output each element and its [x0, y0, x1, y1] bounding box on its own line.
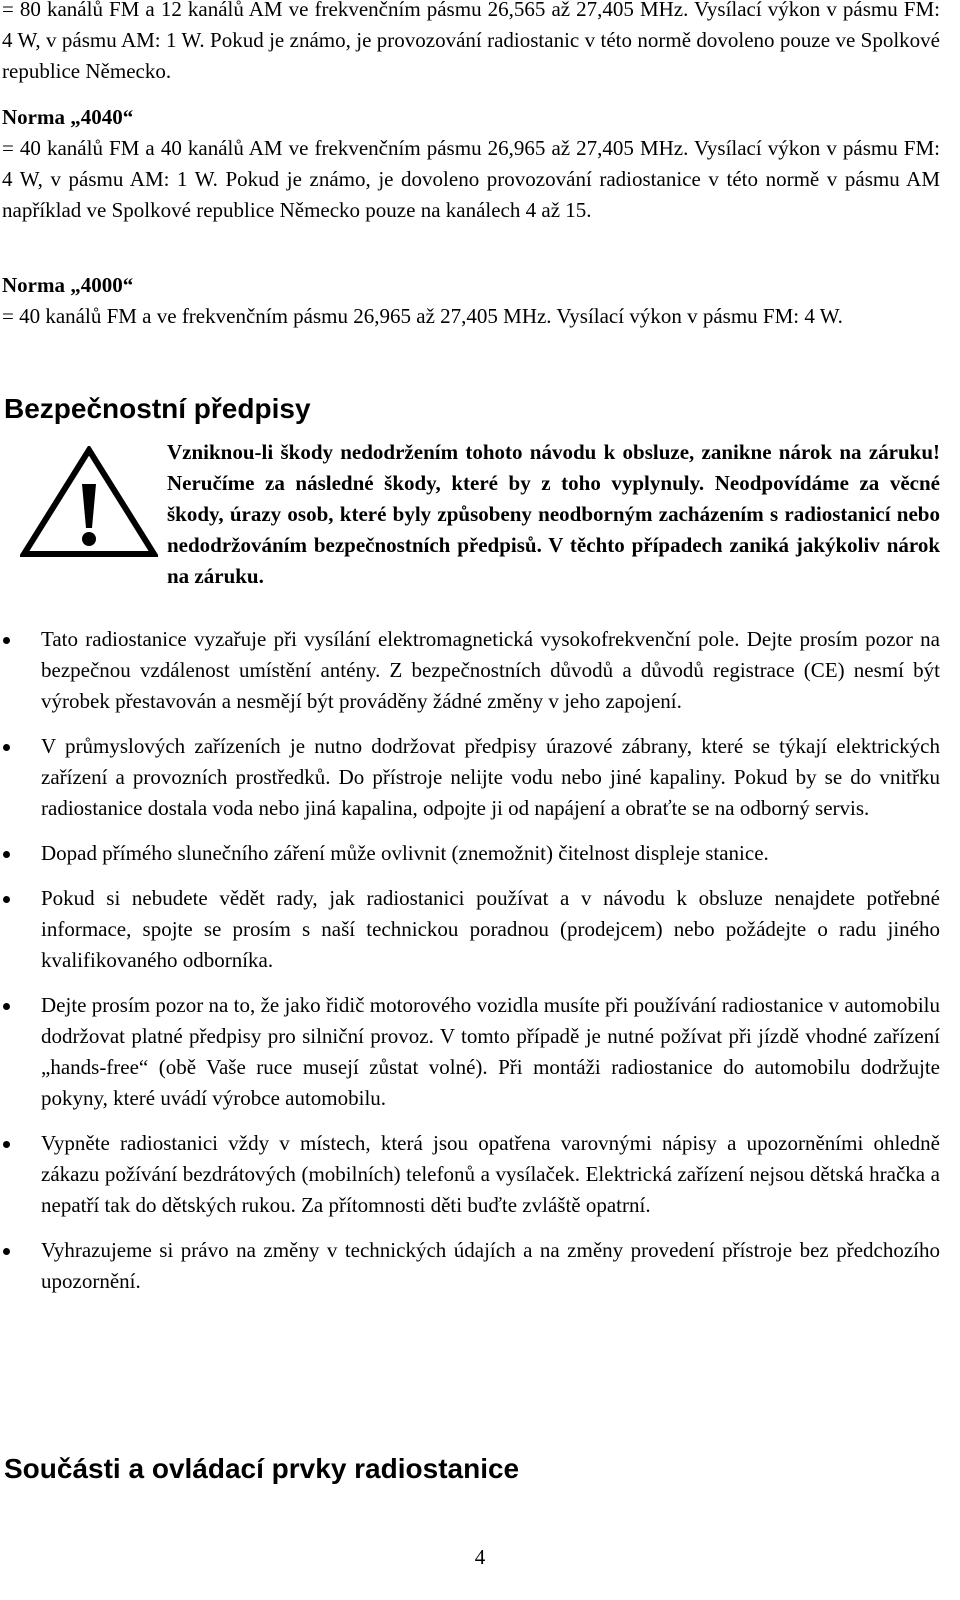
norm-4000-title: Norma „4000“ [2, 273, 134, 297]
bullet-icon [3, 744, 10, 751]
bullet-icon [3, 1248, 10, 1255]
parts-heading: Součásti a ovládací prvky radiostanice [4, 1453, 520, 1484]
list-item: Dejte prosím pozor na to, že jako řidič motorového vozidla musíte při používání radiostanice v automobilu dodržovat platné předpisy pro silniční provoz. V tomto případě je nutné požívat při jízdě vhodné zařízení „hands-free“ (obě Vaše ruce musejí zůstat volné). Při montáži radiostanice do automobilu dodržujte pokyny, které uvádí výrobce automobilu. [0, 990, 940, 1114]
page-number: 4 [474, 1545, 486, 1569]
bullet-icon [3, 851, 10, 858]
list-item: Vypněte radiostanici vždy v místech, která jsou opatřena varovnými nápisy a upozorněními ohledně zákazu požívání bezdrátových (mobilních) telefonů a vysílaček. Elektrická zařízení nejsou dětská hračka a nepatří tak do dětských rukou. Za přítomnosti děti buďte zvláště opatrní. [0, 1128, 940, 1221]
norm-4040-text: = 40 kanálů FM a 40 kanálů AM ve frekvenčním pásmu 26,965 až 27,405 MHz. Vysílací výkon v pásmu FM: 4 W, v pásmu AM: 1 W. Pokud je známo, je dovoleno provozování radiostanice v této normě v pásmu AM například ve Spolkové republice Německo pouze na kanálech 4 až 15. [2, 136, 940, 222]
list-item: Vyhrazujeme si právo na změny v technických údajích a na změny provedení přístroje bez předchozího upozornění. [0, 1235, 940, 1297]
bullet-icon [3, 1003, 10, 1010]
safety-heading: Bezpečnostní předpisy [4, 393, 311, 424]
bullet-icon [3, 896, 10, 903]
warning-triangle-icon [20, 446, 158, 558]
norm-4040-title: Norma „4040“ [2, 105, 134, 129]
list-item: Tato radiostanice vyzařuje při vysílání elektromagnetická vysokofrekvenční pole. Dejte prosím pozor na bezpečnou vzdálenost umístění antény. Z bezpečnostních důvodů a důvodů registrace (CE) nesmí být výrobek přestavován a nesmějí být prováděny žádné změny v jeho zapojení. [0, 624, 940, 717]
list-item: V průmyslových zařízeních je nutno dodržovat předpisy úrazové zábrany, které se týkají elektrických zařízení a provozních prostředků. Do přístroje nelijte vodu nebo jiné kapaliny. Pokud by se do vnitřku radiostanice dostala voda nebo jiná kapalina, odpojte ji od napájení a obraťte se na odborný servis. [0, 731, 940, 824]
intro-paragraph: = 80 kanálů FM a 12 kanálů AM ve frekvenčním pásmu 26,565 až 27,405 MHz. Vysílací výkon v pásmu FM: 4 W, v pásmu AM: 1 W. Pokud je známo, je provozování radiostanic v této normě dovoleno pouze ve Spolkové republice Německo. [2, 0, 940, 83]
bullet-icon [3, 637, 10, 644]
norm-4000-text: = 40 kanálů FM a ve frekvenčním pásmu 26,965 až 27,405 MHz. Vysílací výkon v pásmu FM: 4 W. [2, 304, 843, 328]
bullet-icon [3, 1141, 10, 1148]
safety-warning-text: Vzniknou-li škody nedodržením tohoto návodu k obsluze, zanikne nárok na záruku! Neručíme za následné škody, které by z toho vyplynuly. Neodpovídáme za věcné škody, úrazy osob, které byly způsobeny neodborným zacházením s radiostanicí nebo nedodržováním bezpečnostních předpisů. V těchto případech zaniká jakýkoliv nárok na záruku. [167, 440, 940, 588]
list-item: Pokud si nebudete vědět rady, jak radiostanici používat a v návodu k obsluze nenajdete potřebné informace, spojte se prosím s naší technickou poradnou (prodejcem) nebo požádejte o radu jiného kvalifikovaného odborníka. [0, 883, 940, 976]
list-item: Dopad přímého slunečního záření může ovlivnit (znemožnit) čitelnost displeje stanice. [0, 838, 940, 869]
safety-bullet-list [0, 624, 940, 1311]
